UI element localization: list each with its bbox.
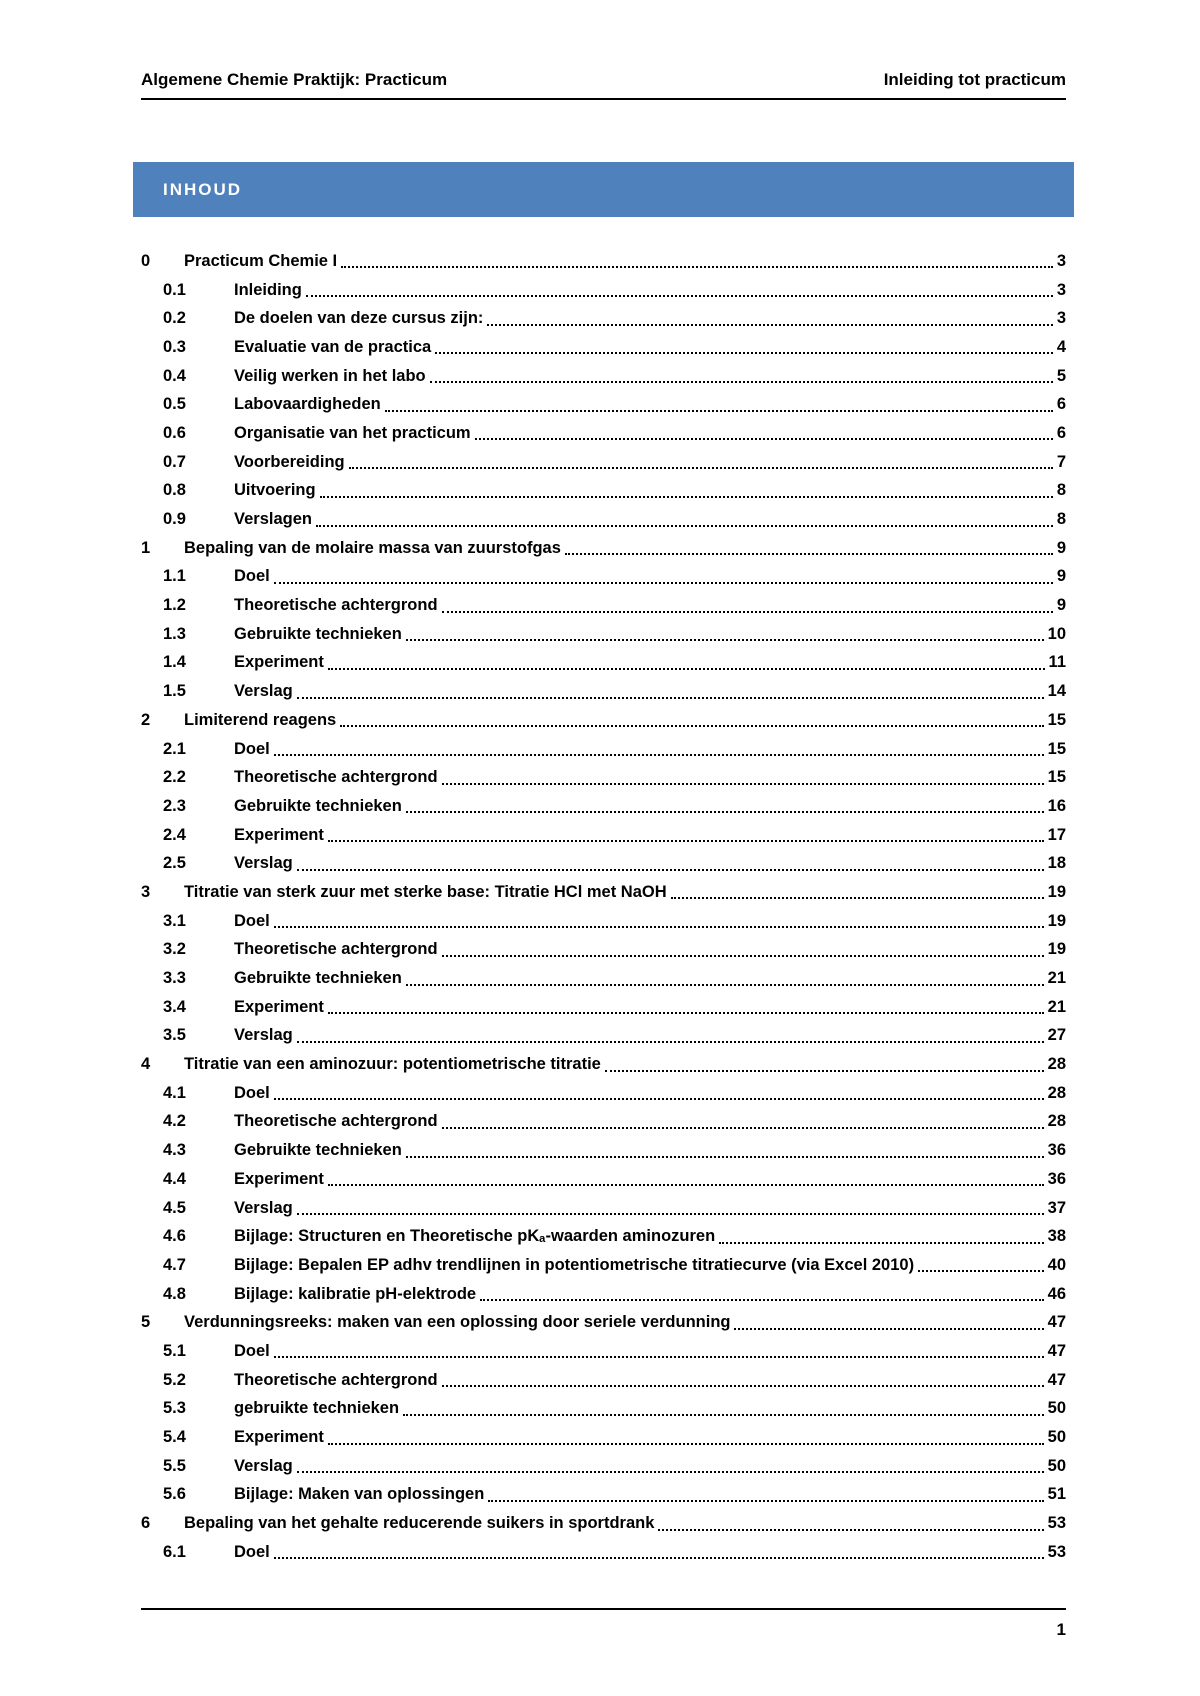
toc-entry-page: 36 <box>1047 1169 1066 1188</box>
toc-entry-number: 0 <box>141 251 151 270</box>
toc-dot-leader <box>340 725 1043 727</box>
toc-entry-title: Labovaardigheden <box>234 395 381 414</box>
toc-entry-number: 4.1 <box>163 1083 186 1102</box>
toc-entry-title: Verdunningsreeks: maken van een oplossing door seriele verdunning <box>184 1313 731 1332</box>
toc-entry-page: 11 <box>1048 653 1066 672</box>
toc-entry-number: 6 <box>141 1514 151 1533</box>
toc-entry-page: 16 <box>1047 796 1066 815</box>
toc-dot-leader <box>565 553 1053 555</box>
toc-entry-number: 5.5 <box>163 1456 186 1475</box>
toc-dot-leader <box>297 869 1044 871</box>
toc-entry-number: 5.6 <box>163 1485 186 1504</box>
toc-dot-leader <box>297 697 1044 699</box>
toc-dot-leader <box>274 1557 1044 1559</box>
toc-entry-page: 18 <box>1047 854 1066 873</box>
toc-entry-title: Theoretische achtergrond <box>234 940 438 959</box>
toc-entry-title: Verslag <box>234 1026 293 1045</box>
toc-entry[interactable] <box>141 1452 1066 1481</box>
toc-entry[interactable] <box>141 763 1066 792</box>
toc-entry-number: 3.5 <box>163 1026 186 1045</box>
toc-entry-title: Limiterend reagens <box>184 710 337 729</box>
toc-entry-title: Gebruikte technieken <box>234 624 402 643</box>
toc-entry-title: Verslag <box>234 1198 293 1217</box>
toc-entry-title: Doel <box>234 1542 270 1561</box>
toc-entry-page: 9 <box>1056 596 1066 615</box>
toc-entry[interactable] <box>141 1280 1066 1309</box>
toc-entry-title: Theoretische achtergrond <box>234 1370 438 1389</box>
toc-dot-leader <box>406 1156 1044 1158</box>
toc-entry-title: Veilig werken in het labo <box>234 366 426 385</box>
toc-entry[interactable] <box>141 849 1066 878</box>
toc-entry[interactable] <box>141 390 1066 419</box>
toc-entry-number: 0.7 <box>163 452 186 471</box>
toc-dot-leader <box>442 783 1044 785</box>
toc-entry[interactable] <box>141 1194 1066 1223</box>
toc-entry-title: Bepaling van de molaire massa van zuurstofgas <box>184 538 561 557</box>
toc-entry-page: 5 <box>1056 366 1066 385</box>
header-section-title: Inleiding tot practicum <box>883 70 1066 89</box>
toc-entry-number: 1.1 <box>163 567 186 586</box>
toc-entry-number: 0.1 <box>163 280 186 299</box>
toc-dot-leader <box>442 1385 1044 1387</box>
toc-entry-page: 15 <box>1047 710 1066 729</box>
toc-entry-page: 53 <box>1047 1542 1066 1561</box>
toc-entry-page: 27 <box>1047 1026 1066 1045</box>
toc-dot-leader <box>274 1098 1044 1100</box>
toc-entry-page: 21 <box>1047 969 1066 988</box>
toc-dot-leader <box>306 295 1053 297</box>
toc-entry-title: gebruikte technieken <box>234 1399 400 1418</box>
toc-entry[interactable] <box>141 735 1066 764</box>
toc-entry-title: Bijlage: Structuren en Theoretische pKₐ-waarden aminozuren <box>234 1227 716 1246</box>
toc-entry-page: 50 <box>1047 1399 1066 1418</box>
toc-entry-page: 9 <box>1056 567 1066 586</box>
toc-entry[interactable] <box>141 936 1066 965</box>
toc-entry-number: 5.3 <box>163 1399 186 1418</box>
toc-dot-leader <box>316 525 1053 527</box>
toc-entry-page: 6 <box>1056 423 1066 442</box>
toc-entry[interactable] <box>141 821 1066 850</box>
toc-entry[interactable] <box>141 706 1066 735</box>
toc-dot-leader <box>328 668 1045 670</box>
toc-entry-title: Experiment <box>234 653 324 672</box>
toc-dot-leader <box>406 984 1044 986</box>
toc-entry[interactable] <box>141 1050 1066 1079</box>
toc-entry-title: Gebruikte technieken <box>234 796 402 815</box>
toc-entry-title: Experiment <box>234 997 324 1016</box>
toc-entry-page: 8 <box>1056 481 1066 500</box>
toc-entry[interactable] <box>141 1308 1066 1337</box>
toc-entry-title: Doel <box>234 567 270 586</box>
toc-entry-page: 51 <box>1047 1485 1066 1504</box>
toc-entry-number: 2.4 <box>163 825 186 844</box>
toc-entry[interactable] <box>141 677 1066 706</box>
toc-entry-page: 15 <box>1047 768 1066 787</box>
toc-entry[interactable] <box>141 878 1066 907</box>
toc-dot-leader <box>430 381 1053 383</box>
toc-entry-number: 4.5 <box>163 1198 186 1217</box>
toc-entry-page: 6 <box>1056 395 1066 414</box>
toc-entry[interactable] <box>141 792 1066 821</box>
toc-entry-page: 47 <box>1047 1313 1066 1332</box>
toc-entry-page: 40 <box>1047 1255 1066 1274</box>
toc-dot-leader <box>274 1356 1044 1358</box>
toc-entry-number: 4.2 <box>163 1112 186 1131</box>
toc-entry[interactable] <box>141 1108 1066 1137</box>
toc-entry-title: Doel <box>234 911 270 930</box>
toc-entry-title: Verslag <box>234 854 293 873</box>
toc-entry-title: Verslagen <box>234 510 312 529</box>
toc-heading: INHOUD <box>163 179 243 199</box>
toc-entry[interactable] <box>141 563 1066 592</box>
toc-entry-number: 0.5 <box>163 395 186 414</box>
toc-entry-title: Doel <box>234 739 270 758</box>
toc-entry-number: 1.2 <box>163 596 186 615</box>
toc-dot-leader <box>734 1328 1043 1330</box>
toc-dot-leader <box>297 1213 1044 1215</box>
toc-entry-page: 50 <box>1047 1428 1066 1447</box>
page-number: 1 <box>1056 1620 1066 1639</box>
toc-entry-title: Gebruikte technieken <box>234 969 402 988</box>
toc-entry-number: 0.6 <box>163 423 186 442</box>
toc-dot-leader <box>719 1242 1043 1244</box>
toc-entry-number: 5.4 <box>163 1428 186 1447</box>
toc-entry-page: 47 <box>1047 1341 1066 1360</box>
toc-entry-title: Experiment <box>234 825 324 844</box>
toc-entry-title: Uitvoering <box>234 481 316 500</box>
toc-entry-number: 4.7 <box>163 1255 186 1274</box>
toc-dot-leader <box>475 438 1053 440</box>
toc-entry-page: 19 <box>1047 882 1066 901</box>
toc-entry-number: 3.1 <box>163 911 186 930</box>
toc-entry-page: 8 <box>1056 510 1066 529</box>
toc-dot-leader <box>442 611 1053 613</box>
toc-entry-number: 5.2 <box>163 1370 186 1389</box>
toc-entry-number: 3.3 <box>163 969 186 988</box>
toc-entry-page: 3 <box>1056 309 1066 328</box>
toc-entry[interactable] <box>141 1481 1066 1510</box>
toc-dot-leader <box>349 467 1053 469</box>
toc-entry-page: 50 <box>1047 1456 1066 1475</box>
toc-entry-page: 19 <box>1047 911 1066 930</box>
toc-entry-number: 0.8 <box>163 481 186 500</box>
toc-dot-leader <box>341 266 1053 268</box>
toc-entry-title: Bepaling van het gehalte reducerende suikers in sportdrank <box>184 1514 655 1533</box>
toc-entry-number: 1.3 <box>163 624 186 643</box>
toc-entry-page: 3 <box>1056 251 1066 270</box>
toc-entry-title: Voorbereiding <box>234 452 345 471</box>
toc-entry-page: 4 <box>1056 337 1066 356</box>
toc-entry-number: 3.4 <box>163 997 186 1016</box>
toc-entry[interactable] <box>141 1222 1066 1251</box>
toc-entry-number: 4.6 <box>163 1227 186 1246</box>
toc-dot-leader <box>406 639 1044 641</box>
toc-entry-number: 2.3 <box>163 796 186 815</box>
toc-entry-title: Verslag <box>234 1456 293 1475</box>
toc-entry-page: 46 <box>1047 1284 1066 1303</box>
toc-dot-leader <box>480 1299 1044 1301</box>
toc-entry-number: 0.4 <box>163 366 186 385</box>
toc-dot-leader <box>406 811 1044 813</box>
toc-entry-page: 28 <box>1047 1055 1066 1074</box>
toc-entry-number: 4.8 <box>163 1284 186 1303</box>
toc-entry[interactable] <box>141 534 1066 563</box>
toc-entry-title: Doel <box>234 1341 270 1360</box>
toc-entry-number: 2.1 <box>163 739 186 758</box>
toc-entry-title: Theoretische achtergrond <box>234 1112 438 1131</box>
toc-entry-page: 19 <box>1047 940 1066 959</box>
toc-dot-leader <box>328 1184 1044 1186</box>
toc-dot-leader <box>320 496 1053 498</box>
toc-entry-number: 2.2 <box>163 768 186 787</box>
toc-entry[interactable] <box>141 419 1066 448</box>
toc-entry-title: Practicum Chemie I <box>184 251 338 270</box>
toc-entry-page: 28 <box>1047 1112 1066 1131</box>
toc-entry-page: 53 <box>1047 1514 1066 1533</box>
toc-entry-number: 3.2 <box>163 940 186 959</box>
toc-entry[interactable] <box>141 362 1066 391</box>
toc-entry[interactable] <box>141 1022 1066 1051</box>
toc-entry-number: 1 <box>141 538 151 557</box>
toc-entry-page: 28 <box>1047 1083 1066 1102</box>
header-document-title: Algemene Chemie Praktijk: Practicum <box>141 70 448 89</box>
toc-dot-leader <box>297 1471 1044 1473</box>
toc-dot-leader <box>487 324 1052 326</box>
toc-entry-page: 7 <box>1056 452 1066 471</box>
toc-entry[interactable] <box>141 1165 1066 1194</box>
toc-entry-title: Inleiding <box>234 280 302 299</box>
toc-entry[interactable] <box>141 649 1066 678</box>
toc-entry[interactable] <box>141 276 1066 305</box>
toc-entry-title: De doelen van deze cursus zijn: <box>234 309 484 328</box>
toc-entry-title: Organisatie van het practicum <box>234 423 471 442</box>
toc-entry[interactable] <box>141 591 1066 620</box>
toc-entry-page: 36 <box>1047 1141 1066 1160</box>
toc-dot-leader <box>671 897 1044 899</box>
toc-entry[interactable] <box>141 1251 1066 1280</box>
toc-entry-number: 3 <box>141 882 151 901</box>
toc-dot-leader <box>328 1443 1044 1445</box>
toc-entry-page: 38 <box>1047 1227 1066 1246</box>
toc-entry-number: 4 <box>141 1055 151 1074</box>
toc-entry-number: 5.1 <box>163 1341 186 1360</box>
toc-entry-number: 5 <box>141 1313 151 1332</box>
table-of-contents <box>141 247 1066 1567</box>
toc-entry-number: 0.3 <box>163 337 186 356</box>
toc-entry-title: Experiment <box>234 1428 324 1447</box>
toc-dot-leader <box>297 1041 1044 1043</box>
toc-entry-title: Gebruikte technieken <box>234 1141 402 1160</box>
toc-entry[interactable] <box>141 964 1066 993</box>
toc-entry[interactable] <box>141 1337 1066 1366</box>
toc-entry[interactable] <box>141 333 1066 362</box>
toc-entry-page: 15 <box>1047 739 1066 758</box>
toc-dot-leader <box>328 840 1044 842</box>
toc-entry-number: 2.5 <box>163 854 186 873</box>
toc-entry[interactable] <box>141 907 1066 936</box>
toc-dot-leader <box>403 1414 1044 1416</box>
toc-entry-number: 6.1 <box>163 1542 186 1561</box>
toc-dot-leader <box>274 582 1053 584</box>
toc-heading-banner <box>133 162 1074 217</box>
toc-entry[interactable] <box>141 620 1066 649</box>
toc-entry-number: 0.9 <box>163 510 186 529</box>
toc-dot-leader <box>658 1529 1043 1531</box>
toc-entry-title: Experiment <box>234 1169 324 1188</box>
toc-entry-number: 0.2 <box>163 309 186 328</box>
toc-dot-leader <box>274 754 1044 756</box>
toc-entry-number: 2 <box>141 710 151 729</box>
toc-entry[interactable] <box>141 1423 1066 1452</box>
toc-dot-leader <box>328 1012 1044 1014</box>
toc-entry[interactable] <box>141 1395 1066 1424</box>
toc-entry-title: Evaluatie van de practica <box>234 337 432 356</box>
toc-dot-leader <box>442 1127 1044 1129</box>
toc-dot-leader <box>605 1070 1044 1072</box>
toc-entry[interactable] <box>141 505 1066 534</box>
toc-entry[interactable] <box>141 1079 1066 1108</box>
toc-entry-title: Verslag <box>234 682 293 701</box>
toc-entry-page: 3 <box>1056 280 1066 299</box>
page-header <box>141 70 1066 100</box>
toc-entry[interactable] <box>141 993 1066 1022</box>
toc-dot-leader <box>918 1270 1044 1272</box>
toc-entry-title: Bijlage: Bepalen EP adhv trendlijnen in potentiometrische titratiecurve (via Excel 2010) <box>234 1255 915 1274</box>
toc-entry-page: 21 <box>1047 997 1066 1016</box>
toc-entry-page: 14 <box>1047 682 1066 701</box>
toc-entry-title: Bijlage: Maken van oplossingen <box>234 1485 485 1504</box>
toc-entry-number: 1.5 <box>163 682 186 701</box>
page-footer <box>141 1608 1066 1639</box>
toc-dot-leader <box>385 410 1053 412</box>
toc-entry-page: 9 <box>1056 538 1066 557</box>
toc-entry-page: 47 <box>1047 1370 1066 1389</box>
toc-entry-title: Titratie van een aminozuur: potentiometrische titratie <box>184 1055 601 1074</box>
toc-entry[interactable] <box>141 1509 1066 1538</box>
toc-dot-leader <box>435 352 1053 354</box>
toc-entry-number: 4.4 <box>163 1169 186 1188</box>
toc-entry[interactable] <box>141 1538 1066 1567</box>
toc-entry-page: 10 <box>1047 624 1066 643</box>
toc-entry[interactable] <box>141 247 1066 276</box>
toc-entry[interactable] <box>141 477 1066 506</box>
toc-entry-title: Doel <box>234 1083 270 1102</box>
toc-entry-number: 4.3 <box>163 1141 186 1160</box>
toc-entry-number: 1.4 <box>163 653 186 672</box>
toc-entry[interactable] <box>141 448 1066 477</box>
toc-dot-leader <box>488 1500 1043 1502</box>
toc-entry-page: 17 <box>1047 825 1066 844</box>
toc-entry[interactable] <box>141 1136 1066 1165</box>
toc-entry-title: Theoretische achtergrond <box>234 596 438 615</box>
toc-entry-title: Titratie van sterk zuur met sterke base: Titratie HCl met NaOH <box>184 882 667 901</box>
toc-entry-title: Theoretische achtergrond <box>234 768 438 787</box>
toc-dot-leader <box>442 955 1044 957</box>
toc-entry-page: 37 <box>1047 1198 1066 1217</box>
toc-dot-leader <box>274 926 1044 928</box>
toc-entry[interactable] <box>141 304 1066 333</box>
toc-entry[interactable] <box>141 1366 1066 1395</box>
toc-entry-title: Bijlage: kalibratie pH-elektrode <box>234 1284 477 1303</box>
